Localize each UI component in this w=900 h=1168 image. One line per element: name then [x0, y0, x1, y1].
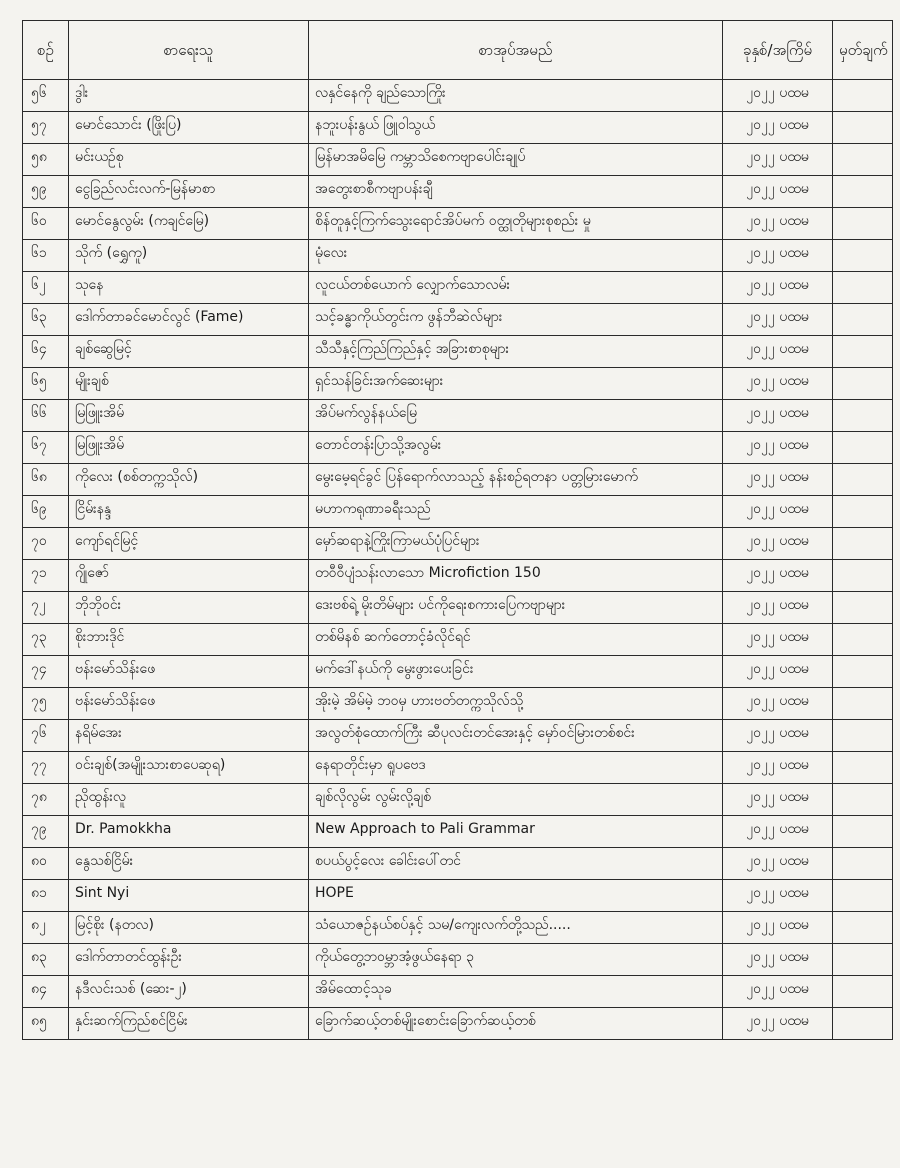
- cell-title: နဘူးပန်းနွယ် ဖြူဝါသွယ်: [309, 112, 723, 144]
- cell-year: ၂၀၂၂ ပထမ: [723, 464, 833, 496]
- cell-title: New Approach to Pali Grammar: [309, 816, 723, 848]
- cell-remark: [833, 560, 893, 592]
- cell-author: ဝင်းချစ်(အမျိုးသားစာပေဆုရ): [69, 752, 309, 784]
- table-row: [23, 752, 893, 784]
- cell-year: ၂၀၂၂ ပထမ: [723, 176, 833, 208]
- cell-year: ၂၀၂၂ ပထမ: [723, 752, 833, 784]
- table-body: [23, 80, 893, 1040]
- cell-remark: [833, 880, 893, 912]
- cell-title: မုံလေး: [309, 240, 723, 272]
- cell-remark: [833, 976, 893, 1008]
- cell-year: ၂၀၂၂ ပထမ: [723, 912, 833, 944]
- cell-title: လနှင်နေကို ချည်သောကြိုး: [309, 80, 723, 112]
- cell-author: Sint Nyi: [69, 880, 309, 912]
- cell-author: နရိမ်အေး: [69, 720, 309, 752]
- cell-year: ၂၀၂၂ ပထမ: [723, 208, 833, 240]
- cell-no: ၈၃: [23, 944, 69, 976]
- cell-title: အိမ်ထောင့်သုခ: [309, 976, 723, 1008]
- table-row: [23, 176, 893, 208]
- cell-remark: [833, 912, 893, 944]
- cell-remark: [833, 784, 893, 816]
- cell-title: မဟာကရုဏာခရီးသည်: [309, 496, 723, 528]
- cell-author: မောင်သောင်း (ဖြိုးပြ): [69, 112, 309, 144]
- cell-year: ၂၀၂၂ ပထမ: [723, 304, 833, 336]
- table-row: [23, 784, 893, 816]
- table-row: [23, 560, 893, 592]
- cell-title: သီသီနှင့်ကြည်ကြည်နှင့် အခြားစာစုများ: [309, 336, 723, 368]
- table-row: [23, 976, 893, 1008]
- cell-title: မြန်မာအမိမြေ ကမ္ဘာသိစေကဗျာပေါင်းချုပ်: [309, 144, 723, 176]
- cell-no: ၆၄: [23, 336, 69, 368]
- table-row: [23, 880, 893, 912]
- cell-year: ၂၀၂၂ ပထမ: [723, 240, 833, 272]
- cell-no: ၆၂: [23, 272, 69, 304]
- cell-remark: [833, 112, 893, 144]
- table-row: [23, 112, 893, 144]
- cell-year: ၂၀၂၂ ပထမ: [723, 880, 833, 912]
- cell-no: ၅၆: [23, 80, 69, 112]
- cell-title: မက်ဒေါ်နယ်ကို မွေးဖွားပေးခြင်း: [309, 656, 723, 688]
- cell-author: မြင့်စိုး (နတလ): [69, 912, 309, 944]
- cell-remark: [833, 400, 893, 432]
- cell-author: မင်းယဉ်စု: [69, 144, 309, 176]
- cell-author: Dr. Pamokkha: [69, 816, 309, 848]
- cell-author: မောင်နွေလွမ်း (ကချင်မြေ): [69, 208, 309, 240]
- cell-remark: [833, 80, 893, 112]
- cell-title: မွေးမေ့ရင်ခွင် ပြန်ရောက်လာသည့် နန်းစဉ်ရတနာ ပတ္တမြားမောက်: [309, 464, 723, 496]
- cell-no: ၈၄: [23, 976, 69, 1008]
- table-row: [23, 464, 893, 496]
- table-row: [23, 240, 893, 272]
- cell-author: နှင်းဆက်ကြည်စင်ငြိမ်း: [69, 1008, 309, 1040]
- cell-title: သင့်ခန္ဓာကိုယ်တွင်းက ဖွန်ဘီဆဲလ်များ: [309, 304, 723, 336]
- cell-author: ချစ်ဆွေမြင့်: [69, 336, 309, 368]
- cell-year: ၂၀၂၂ ပထမ: [723, 944, 833, 976]
- cell-year: ၂၀၂၂ ပထမ: [723, 560, 833, 592]
- table-row: [23, 528, 893, 560]
- cell-no: ၈၀: [23, 848, 69, 880]
- cell-author: ဒွါး: [69, 80, 309, 112]
- cell-no: ၆၁: [23, 240, 69, 272]
- cell-no: ၇၅: [23, 688, 69, 720]
- cell-no: ၇၃: [23, 624, 69, 656]
- cell-year: ၂၀၂၂ ပထမ: [723, 720, 833, 752]
- cell-author: ဘိုဘိုဝင်း: [69, 592, 309, 624]
- cell-title: ရှင်သန်ခြင်းအက်ဆေးများ: [309, 368, 723, 400]
- cell-remark: [833, 496, 893, 528]
- book-list-table: [22, 20, 893, 1040]
- table-row: [23, 720, 893, 752]
- cell-author: ကိုလေး (စစ်တက္ကသိုလ်): [69, 464, 309, 496]
- table-row: [23, 272, 893, 304]
- cell-no: ၈၂: [23, 912, 69, 944]
- cell-remark: [833, 688, 893, 720]
- cell-remark: [833, 1008, 893, 1040]
- cell-remark: [833, 720, 893, 752]
- cell-year: ၂၀၂၂ ပထမ: [723, 112, 833, 144]
- cell-no: ၇၀: [23, 528, 69, 560]
- cell-remark: [833, 144, 893, 176]
- cell-no: ၆၉: [23, 496, 69, 528]
- cell-no: ၆၇: [23, 432, 69, 464]
- cell-year: ၂၀၂၂ ပထမ: [723, 368, 833, 400]
- cell-remark: [833, 624, 893, 656]
- cell-title: သံယောဇဉ်နယ်စပ်နှင့် သမ/ကျေးလက်တို့သည်.....: [309, 912, 723, 944]
- cell-title: အိပ်မက်လွန်နယ်မြေ: [309, 400, 723, 432]
- header-remark: မှတ်ချက်: [833, 21, 893, 80]
- cell-title: ချစ်လိုလွမ်း လွမ်းလို့ချစ်: [309, 784, 723, 816]
- cell-remark: [833, 752, 893, 784]
- cell-year: ၂၀၂၂ ပထမ: [723, 592, 833, 624]
- cell-year: ၂၀၂၂ ပထမ: [723, 656, 833, 688]
- cell-remark: [833, 464, 893, 496]
- cell-year: ၂၀၂၂ ပထမ: [723, 400, 833, 432]
- cell-year: ၂၀၂၂ ပထမ: [723, 496, 833, 528]
- cell-title: မှော်ဆရာနဲ့ကြိုးကြာမယ်ပုံပြင်များ: [309, 528, 723, 560]
- cell-title: အလွတ်စုံထောက်ကြီး ဆီပုလင်းတင်အေးနှင့် မှော်ဝင်မြားတစ်စင်း: [309, 720, 723, 752]
- cell-year: ၂၀၂၂ ပထမ: [723, 272, 833, 304]
- cell-remark: [833, 592, 893, 624]
- cell-no: ၇၆: [23, 720, 69, 752]
- cell-no: ၇၂: [23, 592, 69, 624]
- cell-remark: [833, 272, 893, 304]
- header-author: စာရေးသူ: [69, 21, 309, 80]
- table-row: [23, 80, 893, 112]
- cell-remark: [833, 304, 893, 336]
- cell-no: ၅၇: [23, 112, 69, 144]
- cell-year: ၂၀၂၂ ပထမ: [723, 1008, 833, 1040]
- cell-no: ၆၀: [23, 208, 69, 240]
- cell-author: စိုးဘားဒိုင်: [69, 624, 309, 656]
- cell-title: အိုးမဲ့ အိမ်မဲ့ ဘဝမှ ဟားဗတ်တက္ကသိုလ်သို့: [309, 688, 723, 720]
- cell-title: ခြောက်ဆယ့်တစ်မျိုးစောင်းခြောက်ဆယ့်တစ်: [309, 1008, 723, 1040]
- cell-author: မြဖြူးအိမ်: [69, 432, 309, 464]
- table-row: [23, 336, 893, 368]
- cell-remark: [833, 240, 893, 272]
- cell-no: ၆၆: [23, 400, 69, 432]
- table-row: [23, 848, 893, 880]
- cell-remark: [833, 944, 893, 976]
- cell-no: ၆၃: [23, 304, 69, 336]
- cell-no: ၈၅: [23, 1008, 69, 1040]
- cell-year: ၂၀၂၂ ပထမ: [723, 624, 833, 656]
- cell-title: စိန်တူနှင့်ကြက်သွေးရောင်အိပ်မက် ဝတ္ထုတိုများစုစည်း မှု: [309, 208, 723, 240]
- cell-no: ၈၁: [23, 880, 69, 912]
- cell-remark: [833, 432, 893, 464]
- cell-no: ၇၄: [23, 656, 69, 688]
- cell-title: စပယ်ပွင့်လေး ခေါင်းပေါ်တင်: [309, 848, 723, 880]
- table-row: [23, 400, 893, 432]
- cell-title: တဝီဝီပျံသန်းလာသော Microfiction 150: [309, 560, 723, 592]
- cell-author: ဗန်းမော်သိန်းဖေ: [69, 656, 309, 688]
- cell-remark: [833, 208, 893, 240]
- table-row: [23, 496, 893, 528]
- table-row: [23, 1008, 893, 1040]
- table-row: [23, 368, 893, 400]
- cell-no: ၅၈: [23, 144, 69, 176]
- table-row: [23, 208, 893, 240]
- cell-author: ဒေါက်တာခင်မောင်လွင် (Fame): [69, 304, 309, 336]
- cell-no: ၇၈: [23, 784, 69, 816]
- cell-no: ၆၅: [23, 368, 69, 400]
- cell-title: HOPE: [309, 880, 723, 912]
- cell-year: ၂၀၂၂ ပထမ: [723, 976, 833, 1008]
- header-row: [23, 21, 893, 80]
- cell-remark: [833, 336, 893, 368]
- cell-author: သုနေ: [69, 272, 309, 304]
- cell-year: ၂၀၂၂ ပထမ: [723, 528, 833, 560]
- cell-remark: [833, 528, 893, 560]
- cell-no: ၇၁: [23, 560, 69, 592]
- cell-author: ကျော်ရင်မြင့်: [69, 528, 309, 560]
- cell-no: ၇၉: [23, 816, 69, 848]
- cell-title: တစ်မိနစ် ဆက်တောင့်ခံလိုင်ရင်: [309, 624, 723, 656]
- cell-no: ၆၈: [23, 464, 69, 496]
- table-row: [23, 944, 893, 976]
- cell-author: ဗန်းမော်သိန်းဖေ: [69, 688, 309, 720]
- table-row: [23, 688, 893, 720]
- cell-author: ညိုထွန်းလူ: [69, 784, 309, 816]
- cell-no: ၅၉: [23, 176, 69, 208]
- header-no: စဉ်: [23, 21, 69, 80]
- cell-remark: [833, 656, 893, 688]
- table-row: [23, 304, 893, 336]
- cell-year: ၂၀၂၂ ပထမ: [723, 336, 833, 368]
- cell-year: ၂၀၂၂ ပထမ: [723, 144, 833, 176]
- cell-year: ၂၀၂၂ ပထမ: [723, 432, 833, 464]
- cell-year: ၂၀၂၂ ပထမ: [723, 688, 833, 720]
- cell-remark: [833, 848, 893, 880]
- cell-title: ဒေးဗစ်ရဲ့ မိုးတိမ်များ ပင်ကိုရေးစကားပြေကဗျာများ: [309, 592, 723, 624]
- table-row: [23, 656, 893, 688]
- table-row: [23, 912, 893, 944]
- cell-author: နွေသစ်ငြိမ်း: [69, 848, 309, 880]
- cell-remark: [833, 176, 893, 208]
- cell-author: နဒီလင်းသစ် (ဆေး-၂): [69, 976, 309, 1008]
- cell-author: မြဖြူးအိမ်: [69, 400, 309, 432]
- table-row: [23, 624, 893, 656]
- cell-title: တောင်တန်းပြာသို့အလွမ်း: [309, 432, 723, 464]
- table-row: [23, 144, 893, 176]
- cell-title: လူငယ်တစ်ယောက် လျှောက်သောလမ်း: [309, 272, 723, 304]
- cell-title: နေရာတိုင်းမှာ ရူပဗေဒ: [309, 752, 723, 784]
- cell-year: ၂၀၂၂ ပထမ: [723, 80, 833, 112]
- cell-title: ကိုယ်တွေ့ဘဝမ္ဘာအံ့ဖွယ်နေရာ ၃: [309, 944, 723, 976]
- cell-author: ငြိမ်းနန္ဒ: [69, 496, 309, 528]
- cell-author: ဒေါက်တာတင်ထွန်းဦး: [69, 944, 309, 976]
- cell-year: ၂၀၂၂ ပထမ: [723, 848, 833, 880]
- cell-author: ငွေခြည်လင်းလက်-မြန်မာစာ: [69, 176, 309, 208]
- table-row: [23, 592, 893, 624]
- cell-no: ၇၇: [23, 752, 69, 784]
- table-row: [23, 432, 893, 464]
- cell-author: မျိုးချစ်: [69, 368, 309, 400]
- cell-remark: [833, 816, 893, 848]
- header-year: ခုနှစ်/အကြိမ်: [723, 21, 833, 80]
- header-title: စာအုပ်အမည်: [309, 21, 723, 80]
- cell-year: ၂၀၂၂ ပထမ: [723, 784, 833, 816]
- cell-title: အတွေးစာစီကဗျာပန်းချီ: [309, 176, 723, 208]
- cell-year: ၂၀၂၂ ပထမ: [723, 816, 833, 848]
- cell-author: ဂျိုဇော်: [69, 560, 309, 592]
- table-row: [23, 816, 893, 848]
- cell-author: သိုက် (ရွှေကူ): [69, 240, 309, 272]
- cell-remark: [833, 368, 893, 400]
